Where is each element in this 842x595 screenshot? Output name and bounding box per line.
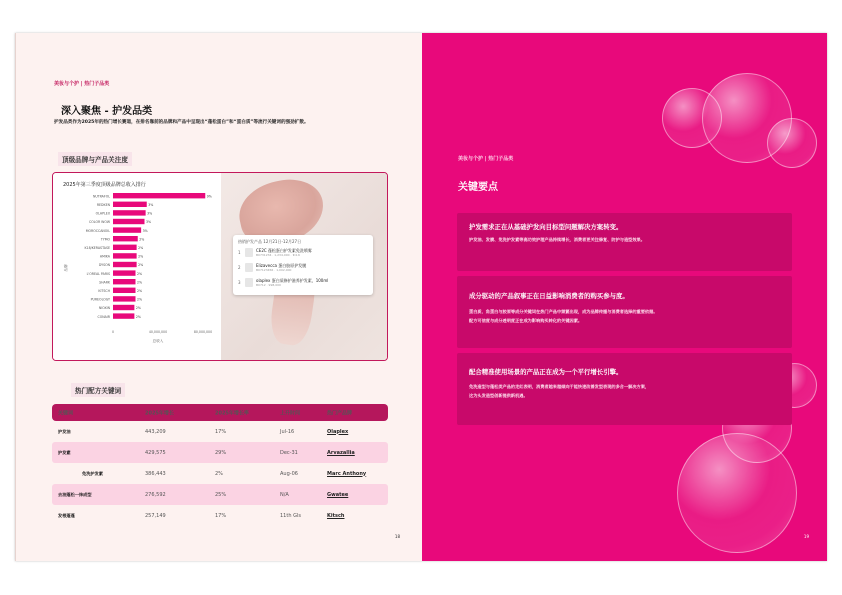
cell-time: Aug-06 xyxy=(280,470,298,477)
section-title-formula: 热门配方关键词 xyxy=(71,383,125,397)
product-meta: B07123456 · 1,002,000 xyxy=(256,268,292,272)
bar xyxy=(113,305,134,310)
bar xyxy=(113,288,136,293)
key-point-card xyxy=(457,213,792,271)
cell-rate: 2% xyxy=(215,470,223,477)
data-label: 2% xyxy=(137,271,143,276)
bar xyxy=(113,270,136,275)
page-number: 18 xyxy=(394,534,400,539)
bar xyxy=(113,313,134,318)
data-label: 2% xyxy=(135,306,141,311)
product-meta: B0731234 · 1,234,000 · ★4.6 xyxy=(256,253,300,257)
data-label: 3% xyxy=(147,211,153,216)
category-label: REDKEN xyxy=(96,203,110,207)
rank-number: 1 xyxy=(238,250,241,255)
table-row[interactable] xyxy=(52,442,388,463)
data-label: 3% xyxy=(148,203,154,207)
key-point-title: 成分驱动的产品叙事正在日益影响消费者的购买参与度。 xyxy=(469,292,629,300)
left-kicker: 美妆与个护 | 热门子品类 xyxy=(54,81,110,87)
cell-growth: 276,592 xyxy=(145,491,166,498)
bar xyxy=(113,210,146,215)
category-label: L'OREAL PARIS xyxy=(86,271,110,276)
product-name: CE2C 蓬松蛋白护发素免洗喷雾 xyxy=(256,248,312,253)
x-tick-label: 80,000,000 xyxy=(193,330,213,334)
list-item[interactable] xyxy=(238,247,368,259)
header-growth: 2025年增长 xyxy=(145,410,174,416)
cell-keyword: 免洗护发素 xyxy=(82,470,103,476)
bar xyxy=(113,202,147,207)
key-point-desc: 护发油、发膜、免洗护发素等高功效护理产品持续增长，消费者更关注修复、防护与造型效果。 xyxy=(469,237,645,242)
chart-title: 2025年第三季度顶级品牌总收入排行 xyxy=(63,182,146,188)
key-point-title: 配合精准使用场景的产品正在成为一个平行增长引擎。 xyxy=(469,368,623,376)
x-axis-label: 总收入 xyxy=(152,339,164,343)
bar xyxy=(113,219,145,224)
category-label: NIOXIN xyxy=(98,306,110,311)
product-name: olaplex 蛋白质修护滋养护发素，100ml xyxy=(256,278,329,283)
category-label: MOROCCANOIL xyxy=(85,228,110,233)
header-keyword: 关键词 xyxy=(58,410,74,416)
page-number: 19 xyxy=(803,534,809,539)
key-points-title: 关键要点 xyxy=(458,182,498,193)
category-label: KITSCH xyxy=(98,289,110,293)
bar xyxy=(113,296,136,301)
data-label: 2% xyxy=(138,263,144,268)
category-label: PUREOLOGY xyxy=(90,297,110,302)
cell-brand-link[interactable]: Arvazallia xyxy=(327,449,355,456)
cell-growth: 386,443 xyxy=(145,470,166,477)
bar xyxy=(113,193,205,198)
magazine-spread xyxy=(15,33,827,561)
bar xyxy=(113,253,137,258)
product-name: Elizavecca 蛋白胶原护发膜 xyxy=(256,263,307,268)
list-item[interactable] xyxy=(238,262,368,274)
cell-growth: 257,149 xyxy=(145,512,166,519)
data-label: 2% xyxy=(139,237,145,242)
key-point-desc: 配方可信度与成分透明度正在成为影响购买转化的关键因素。 xyxy=(469,318,583,323)
bar xyxy=(113,245,137,250)
table-header xyxy=(52,404,388,421)
x-tick-label: 0 xyxy=(111,330,115,334)
cell-rate: 29% xyxy=(215,449,227,456)
category-label: K18/KERASTASE xyxy=(84,246,110,250)
bar-chart xyxy=(53,173,221,360)
cell-keyword: 发根蓬蓬 xyxy=(58,512,75,518)
rank-number: 2 xyxy=(238,265,241,270)
bar xyxy=(113,227,141,232)
key-point-card xyxy=(457,353,792,425)
table-row[interactable] xyxy=(52,421,388,442)
brand-chart-card xyxy=(52,172,388,361)
cell-rate: 17% xyxy=(215,428,227,435)
data-label: 2% xyxy=(135,314,141,319)
category-label: SHARK xyxy=(99,280,110,285)
cell-keyword: 护发油 xyxy=(58,428,71,434)
bar xyxy=(113,262,137,267)
cell-rate: 17% xyxy=(215,512,227,519)
category-label: OLAPLEX xyxy=(95,211,110,216)
category-label: CONAIR xyxy=(97,314,110,319)
data-label: 2% xyxy=(137,289,143,293)
product-photo xyxy=(221,173,388,360)
popup-title: 热销护发产品 12月21日-12月27日 xyxy=(238,239,302,244)
y-axis-label: 品牌 xyxy=(64,264,68,272)
table-row[interactable] xyxy=(52,463,388,484)
header-growth-rate: 2025年增长率 xyxy=(215,410,249,416)
cell-time: Dec-31 xyxy=(280,449,298,456)
product-thumbnail xyxy=(245,263,253,272)
right-page xyxy=(422,33,827,561)
category-label: TYMO xyxy=(100,237,110,242)
page-title: 深入聚焦 - 护发品类 xyxy=(61,106,153,117)
product-thumbnail xyxy=(245,248,253,257)
list-item[interactable] xyxy=(238,277,368,289)
key-point-desc: 这为头发造型创新提供新机遇。 xyxy=(469,393,528,398)
category-label: AMIKA xyxy=(99,254,110,259)
cell-brand-link[interactable]: Kitsch xyxy=(327,512,345,519)
header-rise-time: 上升时间 xyxy=(280,410,301,416)
cell-brand-link[interactable]: Gwatee xyxy=(327,491,349,498)
data-label: 3% xyxy=(146,220,152,225)
cell-keyword: 去油蓬松一抹成型 xyxy=(58,491,92,497)
bar-chart-svg xyxy=(53,173,221,360)
data-label: 3% xyxy=(142,228,148,233)
bar xyxy=(113,279,136,284)
table-row[interactable] xyxy=(52,484,388,505)
category-label: COLOR WOW xyxy=(89,220,110,225)
cell-growth: 443,209 xyxy=(145,428,166,435)
key-point-title: 护发需求正在从基础护发向目标型问题解决方案转变。 xyxy=(469,223,623,231)
data-label: 2% xyxy=(138,246,144,250)
bubble-decoration xyxy=(677,433,797,553)
data-label: 2% xyxy=(137,297,143,302)
product-meta: B0712 · 998,000 xyxy=(256,283,281,287)
cell-time: 11th Gls xyxy=(280,512,301,519)
x-tick-label: 40,000,000 xyxy=(148,330,168,334)
top-products-popup xyxy=(233,235,373,295)
cell-time: N/A xyxy=(280,491,289,498)
category-label: DYSON xyxy=(98,263,110,268)
cell-time: Jul-16 xyxy=(280,428,295,435)
right-kicker: 美妆与个护 | 热门子品类 xyxy=(458,156,514,162)
header-top-brand: 热门产品牌 xyxy=(327,410,353,416)
cell-brand-link[interactable]: Marc Anthony xyxy=(327,470,367,477)
product-thumbnail xyxy=(245,278,253,287)
data-label: 2% xyxy=(137,280,143,285)
lead-text: 护发品类作为2025年的热门增长赛道，在排名靠前的品牌和产品中呈现出“蓬松蛋白”和“蛋白质”等流行关键词的强劲扩散。 xyxy=(54,120,309,125)
category-label: NUTRAFOL xyxy=(92,194,110,199)
bubble-decoration xyxy=(767,118,817,168)
bar xyxy=(113,236,138,241)
key-point-desc: 免洗造型与蓬松类产品的走红表明，消费者越来越倾向于能快速改善发型表现的多合一解决方案， xyxy=(469,384,650,389)
rank-number: 3 xyxy=(238,280,241,285)
key-point-desc: 蛋白质、角蛋白与胶原等成分关键词在热门产品中频繁出现，成为品牌传播与消费者选择的重要依据。 xyxy=(469,309,658,314)
cell-brand-link[interactable]: Olaplex xyxy=(327,428,349,435)
key-point-card xyxy=(457,276,792,348)
data-label: 2% xyxy=(138,254,144,259)
section-title-brands: 顶级品牌与产品关注度 xyxy=(58,152,132,166)
cell-rate: 25% xyxy=(215,491,227,498)
data-label: 9% xyxy=(206,194,212,199)
table-row[interactable] xyxy=(52,505,388,526)
formula-table xyxy=(52,404,388,526)
cell-keyword: 护发素 xyxy=(58,449,71,455)
cell-growth: 429,575 xyxy=(145,449,166,456)
left-page xyxy=(15,33,422,561)
